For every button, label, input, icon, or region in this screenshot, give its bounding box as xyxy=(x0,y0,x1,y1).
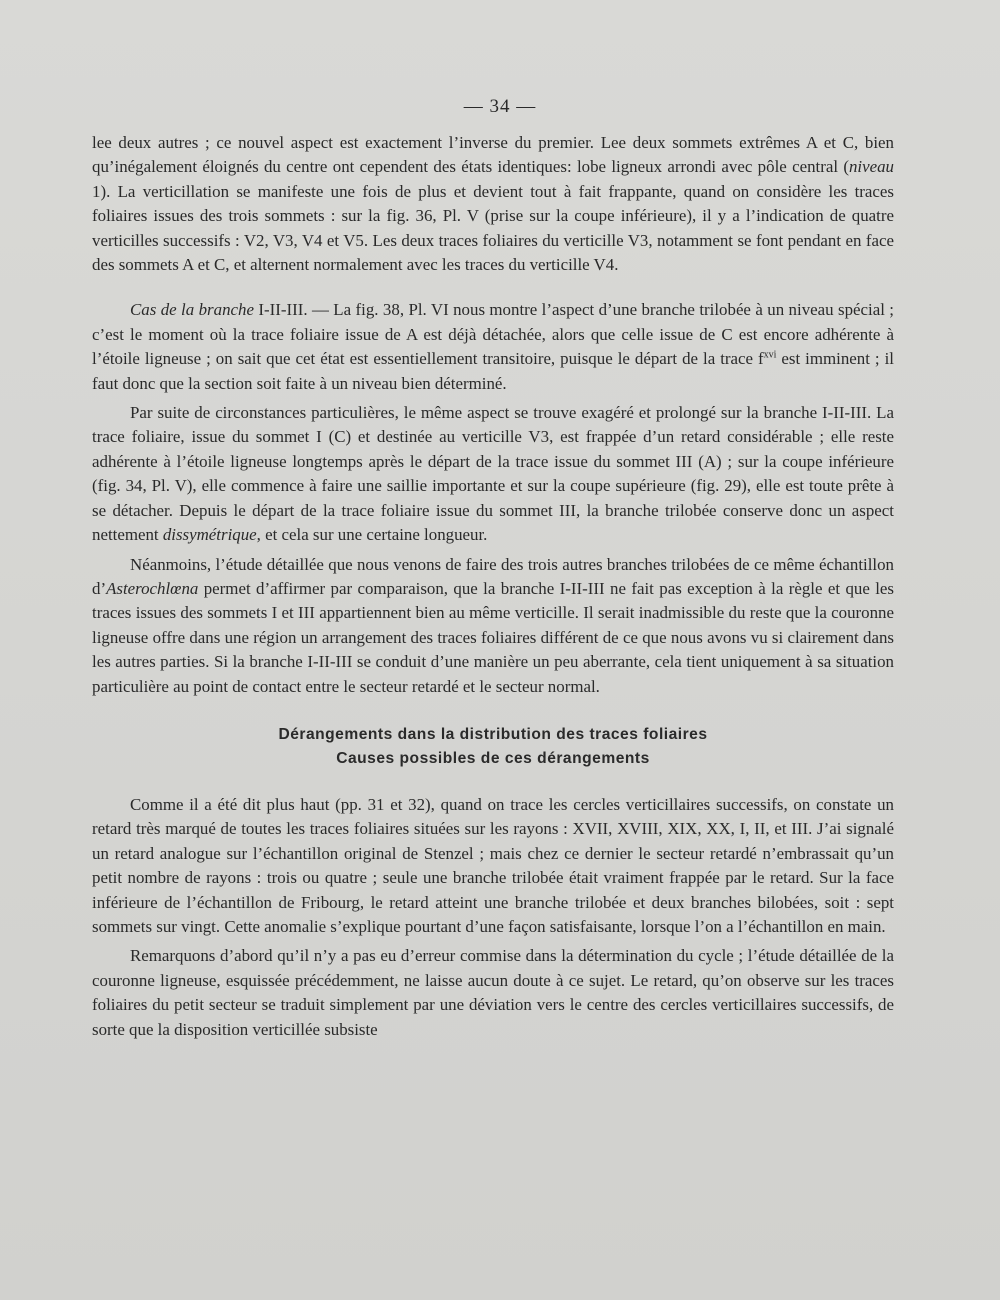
section-heading xyxy=(92,723,894,771)
paragraph-2-part-a: I-II-III. — La fig. 38, Pl. VI nous montre l’aspect d’une branche trilobée à un niveau spécial ; c’est le moment où la trace foliaire issue de A est déjà détachée, alors que celle issue de C est encore adhérente à l’étoile ligneuse ; on sait que cet état est essentiellement transitoire, puisque le départ de la trace f xyxy=(92,300,894,369)
paragraph-3-part-b: , et cela sur une certaine longueur. xyxy=(256,525,488,545)
paragraph-1-part-a: lee deux autres ; ce nouvel aspect est exactement l’inverse du premier. Lee deux sommets extrêmes A et C, bien qu’inégalement éloignés du centre ont cependent des états identiques: lobe ligneux arrondi avec pôle central ( xyxy=(92,133,894,177)
paragraph-5: Comme il a été dit plus haut (pp. 31 et 32), quand on trace les cercles verticillaires successifs, on constate un retard très marqué de toutes les traces foliaires situées sur les rayons : XVII, XVIII, XIX, XX, I, II, et III. J’ai signalé un retard analogue sur l’échantillon original de Stenzel ; mais chez ce dernier le secteur retardé n’embrassait qu’un petit nombre de rayons : trois ou quatre ; seule une branche trilobée était vraiment frappée par le retard. Sur la face inférieure de l’échantillon de Fribourg, le retard atteint une branche trilobée et deux branches bilobées, soit : sept sommets sur vingt. Cette anomalie s’explique pourtant d’une façon satisfaisante, lorsque l’on a l’échantillon en main. xyxy=(92,794,894,936)
body-text xyxy=(92,131,894,1042)
section-heading-line-1: Dérangements dans la distribution des traces foliaires xyxy=(278,725,708,743)
paragraph-3-part-a: Par suite de circonstances particulières, le même aspect se trouve exagéré et prolongé sur la branche I-II-III. La trace foliaire, issue du sommet I (C) et destinée au verticille V3, est frappée d’un retard considérable ; elle reste adhérente à l’étoile ligneuse longtemps après le départ de la trace issue du sommet III (A) ; sur la coupe inférieure (fig. 34, Pl. V), elle commence à faire une saillie importante et sur la coupe supérieure (fig. 29), elle est toute prête à se détacher. Depuis le départ de la trace foliaire issue du sommet III, la branche trilobée conserve donc un aspect nettement xyxy=(92,403,894,545)
paragraph-2-superscript: xvi xyxy=(763,349,777,361)
paragraph-3-italic: dissymétrique xyxy=(162,525,257,545)
paragraph-4-part-b: permet d’affirmer par comparaison, que la branche I-II-III ne fait pas exception à la règle et que les traces issues des sommets I et III appartiennent bien au même verticille. Il serait inadmissible du reste que la couronne ligneuse offre dans une région un arrangement des traces foliaires différent de ce que nous avons vu si clairement dans les autres parties. Si la branche I-II-III se conduit d’une manière un peu aberrante, cela tient uniquement à sa situation particulière au point de contact entre le secteur retardé et le secteur normal. xyxy=(92,578,894,696)
paragraph-4-italic: Asterochlœna xyxy=(106,578,199,598)
section-heading-line-2: Causes possibles de ces dérangements xyxy=(336,749,650,767)
paragraph-2-part-b: est imminent ; il faut donc que la section soit faite à un niveau bien déterminé. xyxy=(92,349,894,393)
page-number: — 34 — xyxy=(463,96,537,117)
paragraph-6: Remarquons d’abord qu’il n’y a pas eu d’erreur commise dans la détermination du cycle ; l’étude détaillée de la couronne ligneuse, esquissée précédemment, ne laisse aucun doute à ce sujet. Le retard, qu’on observe sur les traces foliaires du petit secteur se traduit simplement par une déviation vers le centre des cercles verticillaires successifs, de sorte que la disposition verticillée subsiste xyxy=(92,946,894,1039)
paragraph-2-italic-lead: Cas de la branche xyxy=(130,300,254,320)
paragraph-1-italic: niveau xyxy=(848,157,894,177)
paragraph-1 xyxy=(92,131,894,277)
paragraph-3 xyxy=(92,401,894,547)
paragraph-2 xyxy=(92,298,894,396)
paragraph-1-part-b: 1). La verticillation se manifeste une fois de plus et devient tout à fait frappante, quand on considère les traces foliaires issues des trois sommets : sur la fig. 36, Pl. V (prise sur la coupe inférieure), il y a l’indication de quatre verticilles successifs : V2, V3, V4 et V5. Les deux traces foliaires du verticille V3, notamment se font pendant en face des sommets A et C, et alternent normalement avec les traces du verticille V4. xyxy=(92,181,894,275)
paragraph-4-part-a: Néanmoins, l’étude détaillée que nous venons de faire des trois autres branches trilobées de ce même échantillon d’ xyxy=(92,554,894,598)
paragraph-4 xyxy=(92,553,894,699)
